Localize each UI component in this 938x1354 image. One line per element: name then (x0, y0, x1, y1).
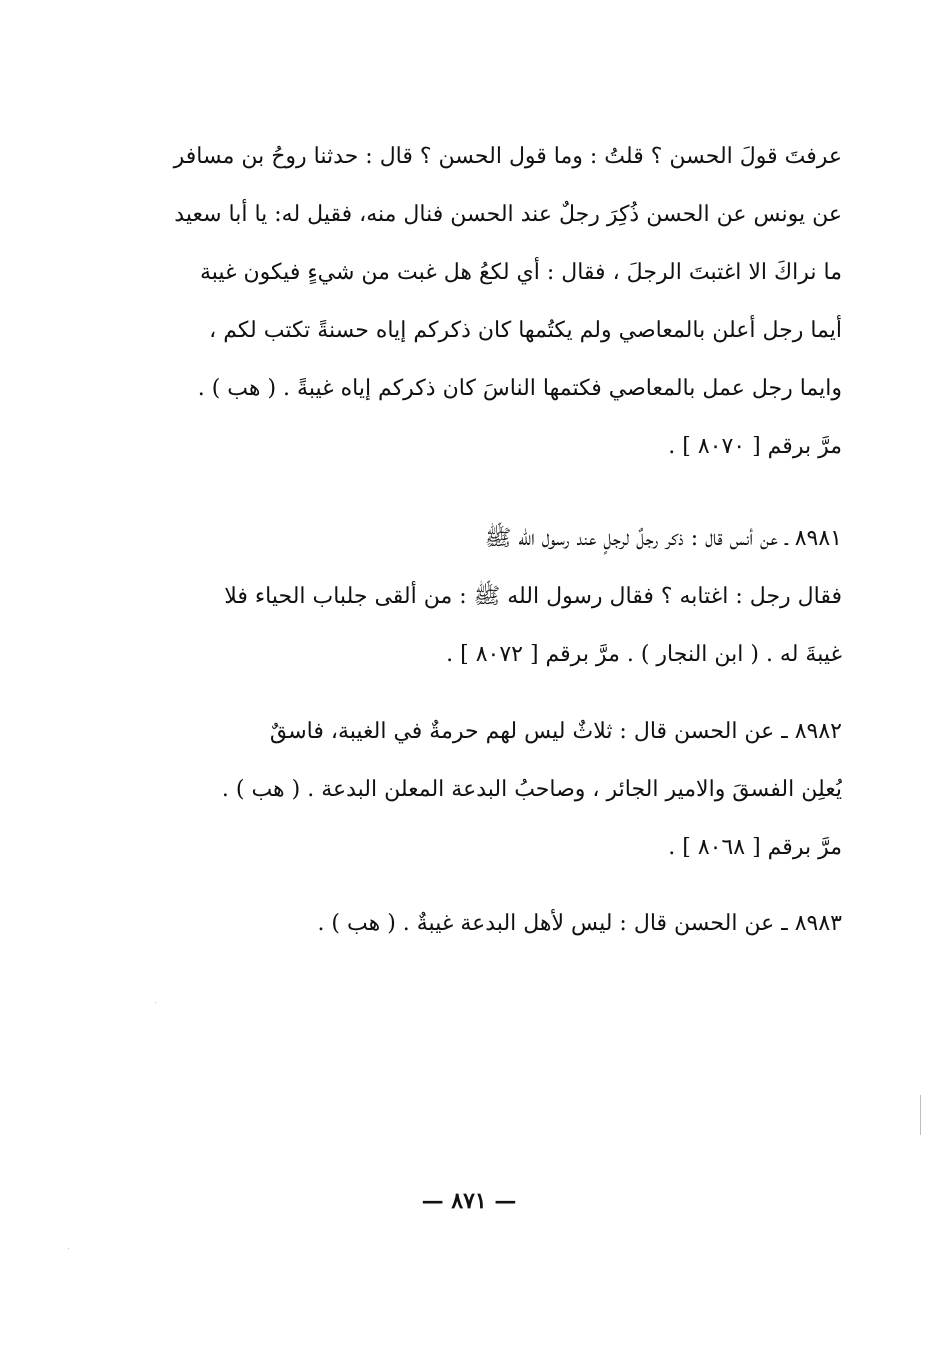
text-line: عن يونس عن الحسن ذُكِرَ رجلٌ عند الحسن فنال منه، فقيل له: يا أبا سعيد (174, 202, 842, 227)
text-line: فقال رجل : اغتابه ؟ فقال رسول الله ﷺ : من ألقى جلباب الحياء فلا (224, 584, 842, 609)
text-line: أيما رجل أعلن بالمعاصي ولم يكتُمها كان ذكركم إياه حسنةً تكتب لكم ، (209, 318, 842, 343)
text-line: ٨٩٨٢ ـ عن الحسن قال : ثلاثٌ ليس لهم حرمةٌ في الغيبة، فاسقٌ (269, 719, 842, 744)
paragraph-continuation (122, 128, 842, 476)
text-line: ما نراكَ الا اغتبتَ الرجلَ ، فقال : أي لكعُ هل غبت من شيءٍ فيكون غيبة (199, 260, 842, 285)
page-number: — ٨٧١ — (421, 1188, 517, 1214)
scan-mark (155, 1002, 156, 1003)
text-line: ٨٩٨١ ـ عن أنس قال : ذكر رجلٌ لرجلٍ عند رسول الله ﷺ (484, 526, 842, 551)
text-line: وايما رجل عمل بالمعاصي فكتمها الناسَ كان ذكركم إياه غيبةً . ( هب ) . (197, 376, 842, 401)
scan-mark (68, 1248, 69, 1249)
text-line: يُعلِن الفسقَ والامير الجائر ، وصاحبُ البدعة المعلن البدعة . ( هب ) . (221, 777, 842, 802)
hadith-8981 (122, 510, 842, 684)
text-line: مرَّ برقم [ ٨٠٦٨ ] . (668, 835, 842, 860)
text-line: عرفتَ قولَ الحسن ؟ قلتُ : وما قول الحسن ؟ قال : حدثنا روحُ بن مسافر (173, 144, 842, 169)
hadith-8982 (122, 703, 842, 877)
hadith-8983 (122, 895, 842, 953)
text-line: غيبةَ له . ( ابن النجار ) . مرَّ برقم [ ٨٠٧٢ ] . (446, 642, 842, 667)
text-line: ٨٩٨٣ ـ عن الحسن قال : ليس لأهل البدعة غيبةٌ . ( هب ) . (317, 911, 842, 936)
text-line: مرَّ برقم [ ٨٠٧٠ ] . (668, 434, 842, 459)
scan-mark (920, 1095, 921, 1135)
